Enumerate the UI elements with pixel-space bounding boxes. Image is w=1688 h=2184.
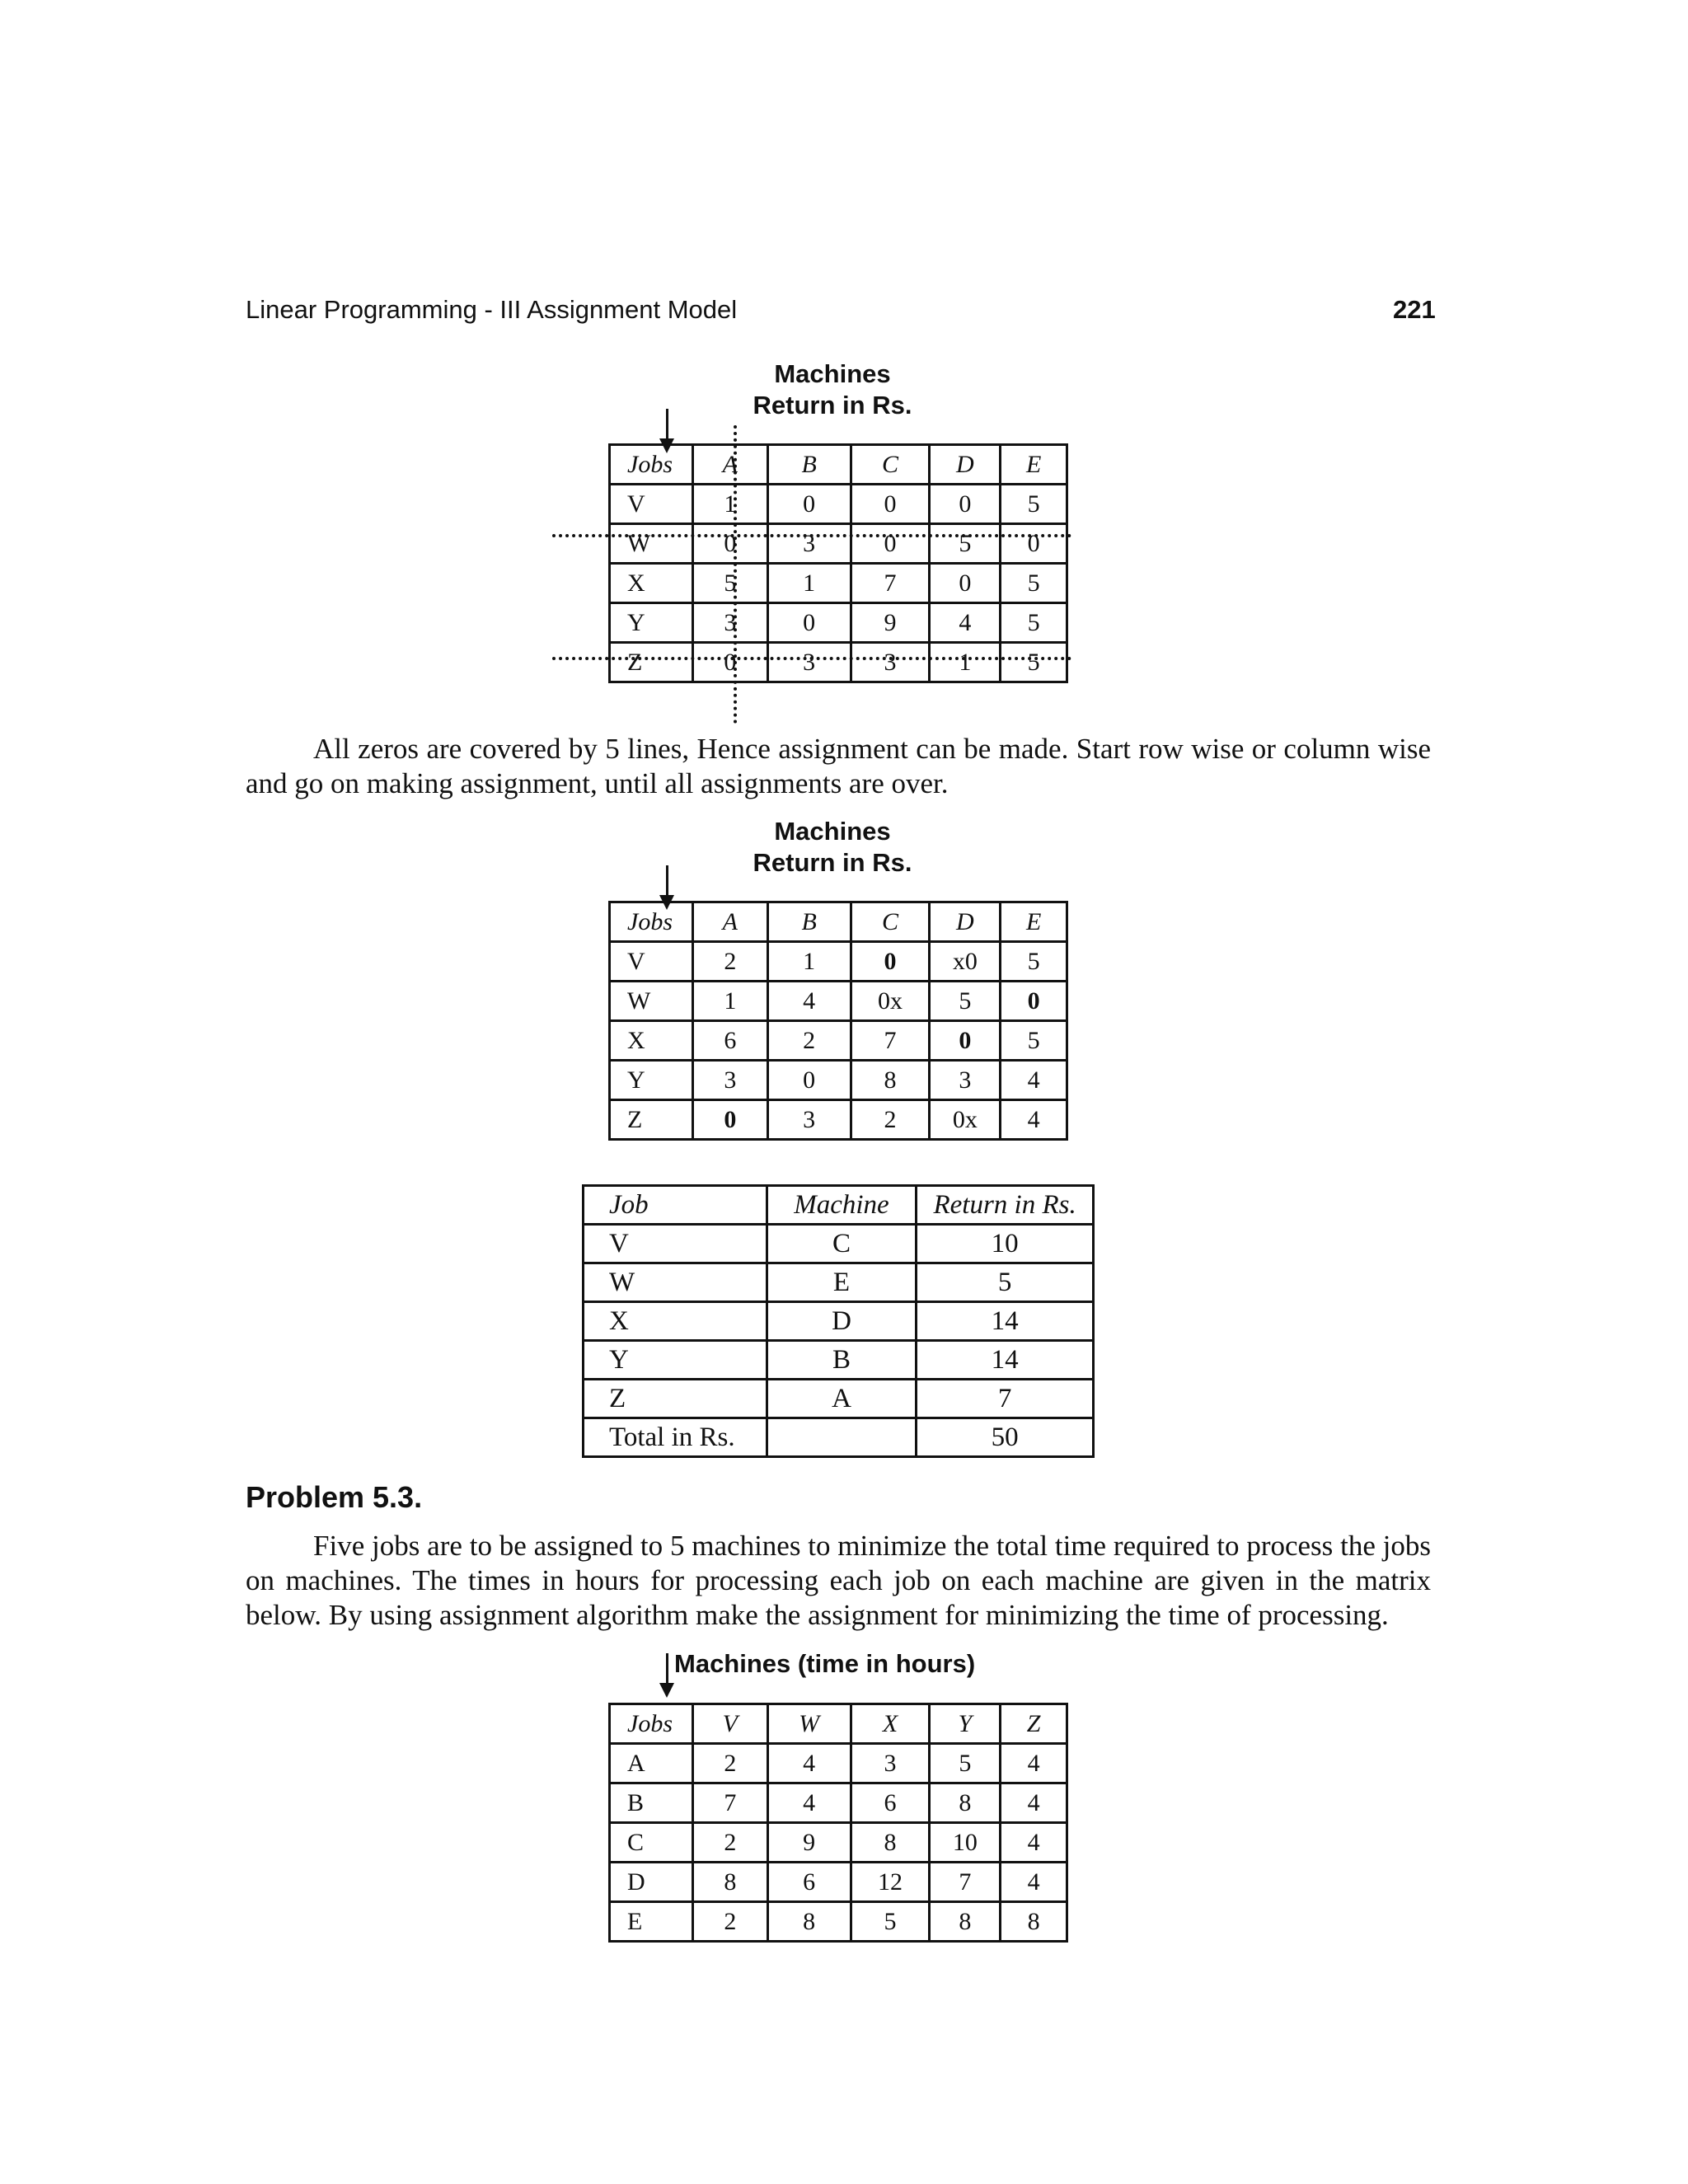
table3-cell: 5: [930, 1744, 1001, 1783]
table1-cell: 3: [767, 643, 851, 682]
table3-cell: 4: [1001, 1783, 1067, 1823]
table2-cell: 8: [851, 1061, 930, 1100]
paragraph-zeros-covered-text: All zeros are covered by 5 lines, Hence assignment can be made. Start row wise or column wise and go on making assignment, until all assignments are over.: [246, 733, 1431, 799]
table2-cell: 2: [767, 1021, 851, 1061]
table1-caption-line1: Machines: [774, 359, 891, 388]
table3-cell: 6: [851, 1783, 930, 1823]
result-return: 5: [917, 1263, 1094, 1302]
table3-row-label: E: [610, 1902, 693, 1942]
table2-assigned-cell: 0: [1001, 982, 1067, 1021]
result-return: 7: [917, 1380, 1094, 1418]
table2-row: [610, 1061, 1067, 1100]
table1-row-label: Y: [610, 603, 693, 643]
table2-row-label: Y: [610, 1061, 693, 1100]
table3-cell: 4: [767, 1744, 851, 1783]
table3-row: [610, 1863, 1067, 1902]
table2-row: [610, 942, 1067, 982]
table3-row-label: A: [610, 1744, 693, 1783]
table1-cell: 0: [767, 485, 851, 524]
table2-row: [610, 1021, 1067, 1061]
table2-crossed-cell: x0: [930, 942, 1001, 982]
table1-caption-line2: Return in Rs.: [753, 391, 912, 419]
table2-caption-line2: Return in Rs.: [753, 848, 912, 877]
table2-cell: 6: [692, 1021, 767, 1061]
table1-row: [610, 485, 1067, 524]
table2-crossed-cell: 0x: [930, 1100, 1001, 1140]
table1-cell: 5: [692, 564, 767, 603]
result-header-job: Job: [584, 1186, 767, 1225]
result-header-row: [584, 1186, 1094, 1225]
table3-row-label: B: [610, 1783, 693, 1823]
table3-cell: 2: [692, 1823, 767, 1863]
table1-cell: 0: [851, 485, 930, 524]
result-row: [584, 1341, 1094, 1380]
table1-cell: 0: [767, 603, 851, 643]
result-total-empty: [767, 1418, 916, 1457]
table3-cell: 4: [767, 1783, 851, 1823]
table3-cell: 3: [851, 1744, 930, 1783]
table1-row: [610, 524, 1067, 564]
table1-cell: 0: [692, 643, 767, 682]
table1-cell: 5: [1001, 564, 1067, 603]
table2-crossed-cell: 0x: [851, 982, 930, 1021]
table2-header-cell: E: [1001, 902, 1067, 942]
table1-matrix: [608, 443, 1068, 683]
table3-cell: 8: [930, 1783, 1001, 1823]
table1-row-label: V: [610, 485, 693, 524]
table1-row: [610, 643, 1067, 682]
table3-cell: 8: [1001, 1902, 1067, 1942]
result-machine: E: [767, 1263, 916, 1302]
table1-cell: 5: [1001, 485, 1067, 524]
problem-statement-text: Five jobs are to be assigned to 5 machines to minimize the total time required to process the jobs on machines. The times in hours for processing each job on each machine are given in the matrix below. By using assignment algorithm make the assignment for minimizing the time of processing.: [246, 1530, 1431, 1631]
table1-cover-line-row-w: [552, 534, 1071, 537]
table1-cell: 1: [930, 643, 1001, 682]
table2-row-label: Z: [610, 1100, 693, 1140]
table2-cell: 1: [767, 942, 851, 982]
table1-header-cell: B: [767, 445, 851, 485]
table1-row: [610, 564, 1067, 603]
table2-header-jobs: Jobs: [610, 902, 693, 942]
table2-cell: 0: [767, 1061, 851, 1100]
table3-cell: 8: [767, 1902, 851, 1942]
table3-row: [610, 1823, 1067, 1863]
result-machine: A: [767, 1380, 916, 1418]
table3-row: [610, 1902, 1067, 1942]
table3-row: [610, 1783, 1067, 1823]
table3-arrow-icon: [666, 1653, 668, 1694]
table2-cell: 1: [692, 982, 767, 1021]
result-row: [584, 1225, 1094, 1263]
running-header-title: Linear Programming - III Assignment Model: [246, 295, 738, 324]
table1-row: [610, 603, 1067, 643]
table2-cell: 2: [692, 942, 767, 982]
table2-assigned-cell: 0: [930, 1021, 1001, 1061]
table2-cell: 2: [851, 1100, 930, 1140]
table3-cell: 8: [692, 1863, 767, 1902]
table1-header-row: [610, 445, 1067, 485]
paragraph-zeros-covered: [246, 732, 1431, 801]
table2-row-label: W: [610, 982, 693, 1021]
table2-cell: 4: [1001, 1061, 1067, 1100]
table2-cell: 5: [930, 982, 1001, 1021]
table1-cell: 0: [930, 564, 1001, 603]
table2-caption: [709, 816, 956, 879]
table2-header-cell: B: [767, 902, 851, 942]
table1-cell: 3: [767, 524, 851, 564]
table3-row-label: C: [610, 1823, 693, 1863]
table2-cell: 3: [692, 1061, 767, 1100]
table1-cell: 9: [851, 603, 930, 643]
result-job: Y: [584, 1341, 767, 1380]
table1-row-label: Z: [610, 643, 693, 682]
table1-cell: 0: [692, 524, 767, 564]
table3-header-cell: X: [851, 1704, 930, 1744]
table2-cell: 4: [1001, 1100, 1067, 1140]
result-row: [584, 1380, 1094, 1418]
table1-header-jobs: Jobs: [610, 445, 693, 485]
table3-cell: 2: [692, 1902, 767, 1942]
result-return: 10: [917, 1225, 1094, 1263]
table2-matrix: [608, 901, 1068, 1141]
table3-row-label: D: [610, 1863, 693, 1902]
result-machine: B: [767, 1341, 916, 1380]
table3-cell: 10: [930, 1823, 1001, 1863]
table2-cell: 3: [930, 1061, 1001, 1100]
result-header-return: Return in Rs.: [917, 1186, 1094, 1225]
result-return: 14: [917, 1341, 1094, 1380]
table3-cell: 4: [1001, 1744, 1067, 1783]
table2-row-label: X: [610, 1021, 693, 1061]
table1-cell: 5: [930, 524, 1001, 564]
result-job: W: [584, 1263, 767, 1302]
table3-cell: 9: [767, 1823, 851, 1863]
table3-header-cell: W: [767, 1704, 851, 1744]
result-total-row: [584, 1418, 1094, 1457]
result-job: X: [584, 1302, 767, 1341]
table1-row-label: X: [610, 564, 693, 603]
result-job: V: [584, 1225, 767, 1263]
table2-cell: 4: [767, 982, 851, 1021]
table1-cell: 3: [692, 603, 767, 643]
table3-cell: 8: [930, 1902, 1001, 1942]
table3-header-row: [610, 1704, 1067, 1744]
table2-cell: 7: [851, 1021, 930, 1061]
table3-cell: 7: [692, 1783, 767, 1823]
result-total-value: 50: [917, 1418, 1094, 1457]
table1-header-cell: A: [692, 445, 767, 485]
table2-row-label: V: [610, 942, 693, 982]
table1-cell: 1: [767, 564, 851, 603]
table1-caption: [709, 359, 956, 421]
table3-caption: Machines (time in hours): [674, 1649, 976, 1678]
table1-header-cell: D: [930, 445, 1001, 485]
assignment-result-table: [582, 1184, 1095, 1458]
result-row: [584, 1302, 1094, 1341]
result-return: 14: [917, 1302, 1094, 1341]
table3-cell: 12: [851, 1863, 930, 1902]
table1-cell: 5: [1001, 603, 1067, 643]
table1-cell: 5: [1001, 643, 1067, 682]
table1-cell: 1: [692, 485, 767, 524]
problem-statement: [246, 1529, 1431, 1633]
table3-cell: 6: [767, 1863, 851, 1902]
table3-header-cell: Z: [1001, 1704, 1067, 1744]
table1-cell: 0: [851, 524, 930, 564]
table2-assigned-cell: 0: [851, 942, 930, 982]
table3-row: [610, 1744, 1067, 1783]
table3-cell: 8: [851, 1823, 930, 1863]
table2-row: [610, 982, 1067, 1021]
result-total-label: Total in Rs.: [584, 1418, 767, 1457]
problem-heading: Problem 5.3.: [246, 1480, 423, 1514]
table1-cell: 3: [851, 643, 930, 682]
table1-header-cell: E: [1001, 445, 1067, 485]
table1-cell: 0: [1001, 524, 1067, 564]
table2-row: [610, 1100, 1067, 1140]
table2-assigned-cell: 0: [692, 1100, 767, 1140]
page-number: 221: [1393, 295, 1436, 324]
result-machine: D: [767, 1302, 916, 1341]
table1-cell: 7: [851, 564, 930, 603]
result-row: [584, 1263, 1094, 1302]
table2-header-cell: C: [851, 902, 930, 942]
table2-header-cell: A: [692, 902, 767, 942]
table2-header-cell: D: [930, 902, 1001, 942]
result-job: Z: [584, 1380, 767, 1418]
result-header-machine: Machine: [767, 1186, 916, 1225]
table2-header-row: [610, 902, 1067, 942]
table3-cell: 2: [692, 1744, 767, 1783]
table1-cover-line-row-z: [552, 657, 1071, 660]
table3-header-jobs: Jobs: [610, 1704, 693, 1744]
table3-cell: 4: [1001, 1823, 1067, 1863]
table3-cell: 5: [851, 1902, 930, 1942]
table3-cell: 4: [1001, 1863, 1067, 1902]
table1-header-cell: C: [851, 445, 930, 485]
table2-cell: 5: [1001, 1021, 1067, 1061]
table1-cell: 0: [930, 485, 1001, 524]
table1-cell: 4: [930, 603, 1001, 643]
result-machine: C: [767, 1225, 916, 1263]
table3-matrix: [608, 1703, 1068, 1943]
table2-cell: 5: [1001, 942, 1067, 982]
table2-cell: 3: [767, 1100, 851, 1140]
table3-cell: 7: [930, 1863, 1001, 1902]
table1-row-label: W: [610, 524, 693, 564]
table2-caption-line1: Machines: [774, 817, 891, 846]
table3-header-cell: Y: [930, 1704, 1001, 1744]
table3-header-cell: V: [692, 1704, 767, 1744]
